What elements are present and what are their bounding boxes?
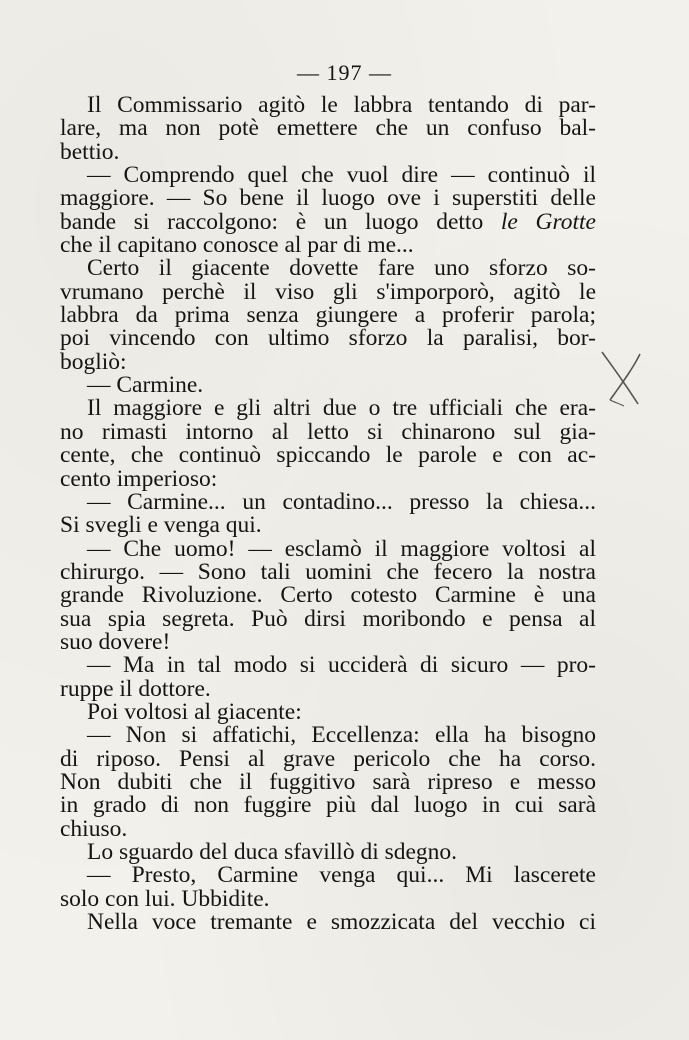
- text-line: [60, 208, 596, 235]
- text-line-content: che il capitano conosce al par di me...: [60, 232, 414, 259]
- text-line-content: bogliò:: [60, 348, 127, 375]
- text-line-content: — Carmine... un contadino... presso la chiesa...: [87, 488, 596, 515]
- text-line-content: Il Commissario agitò le labbra tentando di par-: [87, 92, 596, 118]
- text-line-content: bettio.: [60, 138, 120, 165]
- text-line: [60, 815, 596, 842]
- text-line: [60, 234, 596, 257]
- text-line: [60, 724, 596, 747]
- text-line-content: cento imperioso:: [60, 465, 218, 492]
- text-line-content: vrumano perchè il viso gli s'imporporò, agitò le: [60, 278, 596, 305]
- text-line-content: poi vincendo con ultimo sforzo la paralisi, bor-: [60, 325, 596, 352]
- text-line: [60, 304, 596, 327]
- text-line: [60, 768, 596, 795]
- margin-x-mark: [598, 348, 646, 410]
- text-line-content: Non dubiti che il fuggitivo sarà ripreso e messo: [60, 768, 596, 795]
- text-line-content: ruppe il dottore.: [60, 675, 211, 702]
- text-line: [60, 864, 596, 887]
- text-line-content: Il maggiore e gli altri due o tre ufficiali che era-: [87, 395, 596, 422]
- text-line-content: Poi voltosi al giacente:: [87, 698, 302, 725]
- page-text: [60, 94, 596, 934]
- text-line-content: — Non si affatichi, Eccellenza: ella ha bisogno: [87, 722, 596, 749]
- text-line-content: Nella voce tremante e smozzicata del vecchio ci: [87, 909, 596, 936]
- text-line-content: bande si raccolgono: è un luogo detto: [60, 208, 501, 235]
- text-line-content: lare, ma non potè emettere che un confuso bal-: [60, 115, 596, 142]
- text-line-content: grande Rivoluzione. Certo cotesto Carmine è una: [60, 582, 596, 609]
- text-line-content: — Che uomo! — esclamò il maggiore voltosi al: [87, 535, 596, 562]
- text-line: [60, 605, 596, 632]
- text-line-content: sua spia segreta. Può dirsi moribondo e pensa al: [60, 605, 596, 632]
- text-line: [60, 794, 596, 817]
- text-line: [60, 397, 596, 420]
- italic-term: le Grotte: [500, 208, 596, 235]
- text-line-content: chiuso.: [60, 815, 128, 842]
- text-line-content: Lo sguardo del duca sfavillò di sdegno.: [87, 839, 458, 865]
- text-line: [60, 257, 596, 280]
- text-line-content: — Comprendo quel che vuol dire — continuò il: [87, 162, 596, 189]
- text-line: [60, 745, 596, 772]
- text-line: [60, 94, 596, 117]
- text-line: [60, 374, 596, 397]
- text-line: [60, 675, 596, 702]
- text-line-content: cente, che continuò spiccando le parole e con ac-: [60, 442, 596, 469]
- text-line: [60, 327, 596, 350]
- text-line: [60, 584, 596, 607]
- text-line-content: — Carmine.: [87, 372, 204, 399]
- text-line-content: chirurgo. — Sono tali uomini che fecero la nostra: [60, 558, 596, 585]
- text-line: [60, 885, 596, 912]
- text-line-content: labbra da prima senza giungere a proferir parola;: [60, 302, 596, 329]
- text-line: [60, 698, 596, 725]
- text-line: [60, 911, 596, 934]
- text-line: [60, 654, 596, 677]
- text-line-content: Si svegli e venga qui.: [60, 512, 262, 539]
- text-line: [60, 418, 596, 445]
- text-line: [60, 841, 596, 864]
- text-line: [60, 628, 596, 655]
- text-line-content: solo con lui. Ubbidite.: [60, 885, 270, 912]
- page-number: — 197 —: [297, 60, 392, 85]
- text-line-content: maggiore. — So bene il luogo ove i superstiti delle: [60, 185, 596, 212]
- text-line: [60, 558, 596, 585]
- text-line-content: — Ma in tal modo si ucciderà di sicuro — pro-: [87, 652, 596, 679]
- text-line: [60, 488, 596, 515]
- text-line: [60, 164, 596, 187]
- text-line: [60, 138, 596, 165]
- text-line: [60, 348, 596, 375]
- text-line: [60, 187, 596, 210]
- text-line: [60, 117, 596, 140]
- text-line-content: — Presto, Carmine venga qui... Mi lascerete: [87, 862, 596, 889]
- text-line-content: Certo il giacente dovette fare uno sforzo so-: [87, 255, 596, 282]
- text-line: [60, 535, 596, 562]
- text-line: [60, 465, 596, 492]
- text-line-content: di riposo. Pensi al grave pericolo che ha corso.: [60, 745, 596, 772]
- text-line-content: no rimasti intorno al letto si chinarono sul gia-: [60, 418, 596, 445]
- text-line: [60, 278, 596, 305]
- text-line-content: in grado di non fuggire più dal luogo in cui sarà: [60, 792, 596, 819]
- text-line-content: suo dovere!: [60, 628, 171, 655]
- text-line: [60, 514, 596, 537]
- text-line: [60, 444, 596, 467]
